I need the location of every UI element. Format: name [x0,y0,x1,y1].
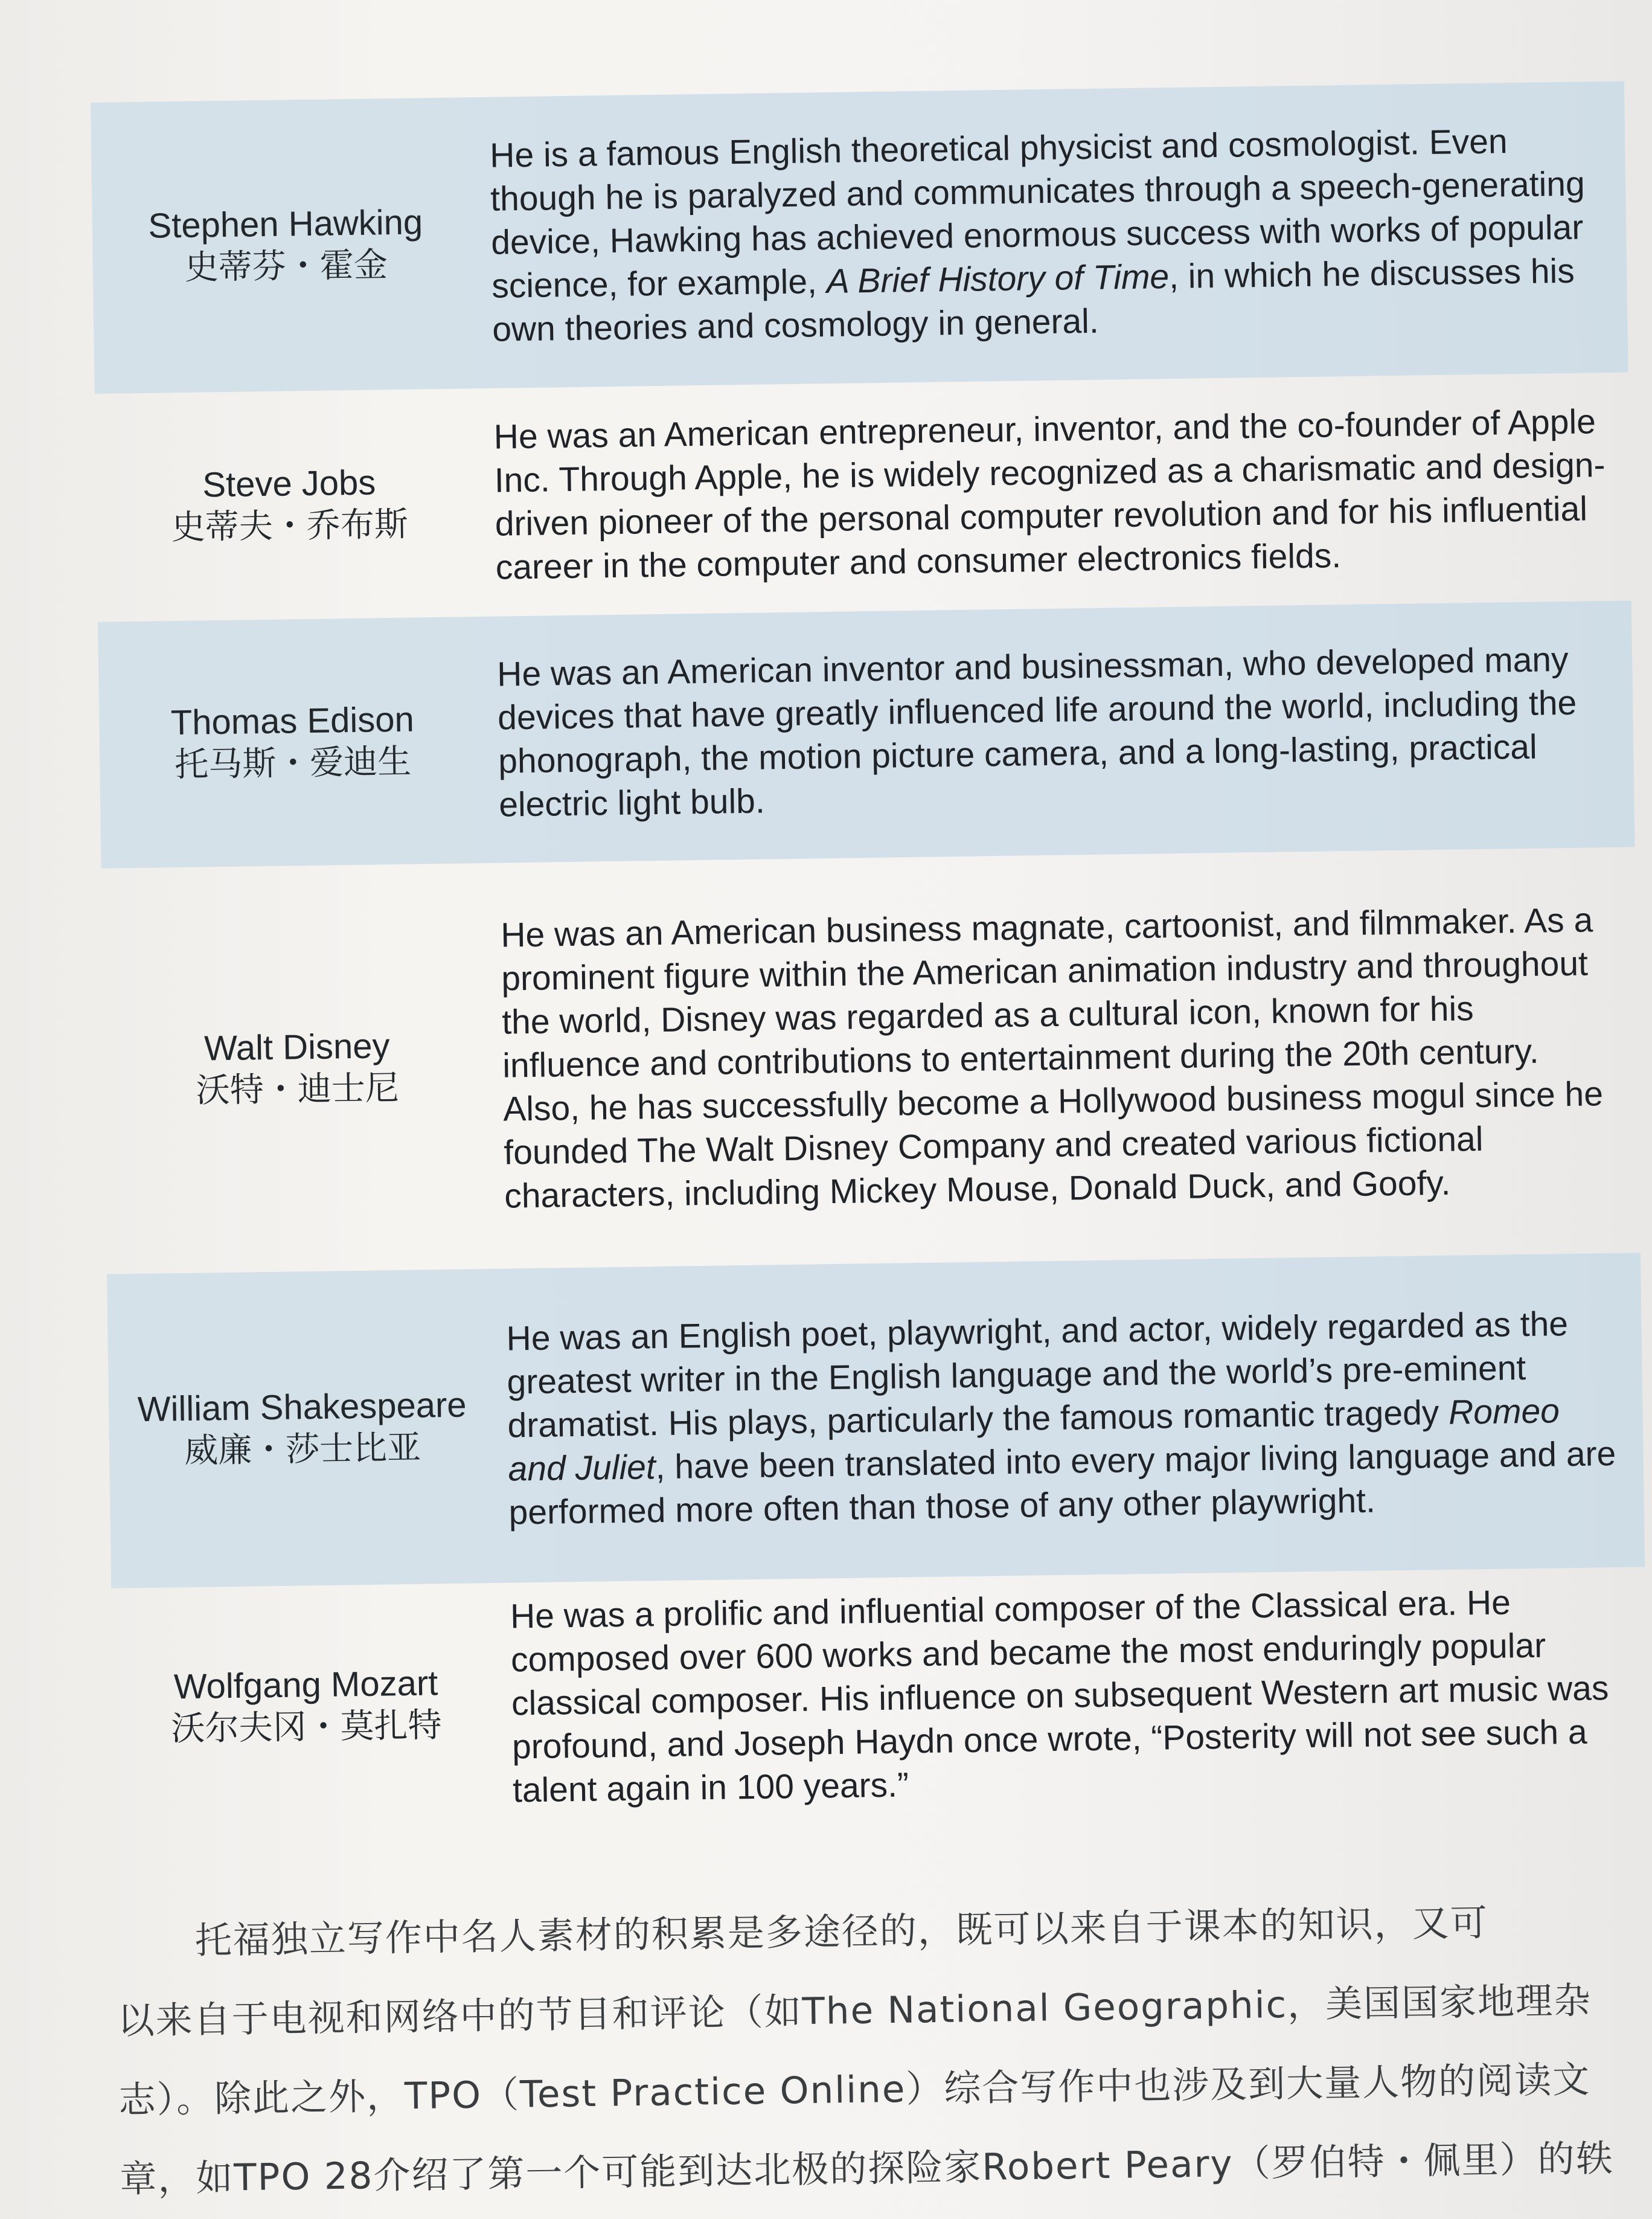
person-description: He was an American inventor and businessman, who developed many devices that have greatly influenced life around the world, including the phonograph, the motion picture camera, and a long-lasting, practical electric light bulb. [496,640,1577,824]
person-name-chinese: 沃尔夫冈・莫扎特 [171,1706,443,1749]
famous-people-table [91,82,1648,1830]
paragraph-line: 志）。除此之外，TPO（Test Practice Online）综合写作中也涉及到大量人物的阅读文 [118,2058,1591,2122]
person-name-chinese: 史蒂夫・乔布斯 [171,504,409,548]
person-description: He was a prolific and influential composer of the Classical era. He composed over 600 works and became the most enduringly popular classical composer. His influence on subsequent Western art music was profound, and Joseph Haydn once wrote, “Posterity will not see such a talent again in 100 years.” [510,1583,1609,1810]
description-text: He is a famous English theoretical physicist and cosmologist. Even though he is paralyzed and communicates through a speech-generating device, Hawking has achieved enormous success with works of popular science, for example, [489,122,1586,306]
person-name-cell [99,698,487,788]
paragraph-line: 以来自于电视和网络中的节目和评论（如The National Geographic，美国国家地理杂 [117,1979,1592,2043]
person-name-cell [103,1024,491,1114]
person-description [494,1301,1644,1534]
person-name-cell [92,201,479,291]
person-name-cell [109,1384,496,1474]
body-paragraph [116,1881,1630,2219]
table-row [95,372,1631,621]
person-name-english: Wolfgang Mozart [173,1663,438,1707]
person-name-chinese: 沃特・迪士尼 [196,1068,400,1111]
table-row [91,82,1628,394]
paragraph-line: 托福独立写作中名人素材的积累是多途径的，既可以来自于课本的知识，又可 [194,1901,1489,1963]
table-row [107,1253,1645,1588]
description-text: , in which he discusses his own theories and cosmology in general. [491,251,1575,349]
description-text: , have been translated into every major living language and are performed more often than those of any other playwright. [508,1434,1616,1532]
person-name-english: Walt Disney [203,1026,390,1068]
play-title: Romeo and Juliet [508,1392,1560,1489]
person-description [478,118,1628,352]
description-text: He was an English poet, playwright, and actor, widely regarded as the greatest writer in the English language and the world’s pre-eminent dramatist. His plays, particularly the famous romantic tragedy [506,1305,1569,1445]
person-description: He was an American business magnate, cartoonist, and filmmaker. As a prominent figure within the American animation industry and throughout the world, Disney was regarded as a cultural icon, known for his influence and contributions to entertainment during the 20th century. Also, he has successfully become a Hollywood business mogul since he founded The Walt Disney Company and created various fictional characters, including Mickey Mouse, Donald Duck, and Goofy. [500,901,1604,1216]
person-name-english: William Shakespeare [137,1385,467,1430]
person-description: He was an American entrepreneur, inventor, and the co-founder of Apple Inc. Through Apple, he is widely recognized as a charismatic and design-driven pioneer of the personal computer revolution and for his influential career in the computer and consumer electronics fields. [493,402,1606,587]
paragraph-line: 章，如TPO 28介绍了第一个可能到达北极的探险家Robert Peary（罗伯特・佩里）的轶 [119,2137,1615,2201]
person-name-english: Steve Jobs [202,463,376,505]
table-row [98,600,1634,868]
person-name-cell [112,1662,500,1752]
table-row [111,1567,1648,1829]
person-name-chinese: 威廉・莎士比亚 [184,1428,421,1471]
person-name-chinese: 史蒂芬・霍金 [184,245,388,287]
person-name-english: Stephen Hawking [148,202,423,246]
book-title: A Brief History of Time [826,257,1170,301]
person-name-cell [95,460,483,550]
table-row [101,847,1641,1274]
person-name-chinese: 托马斯・爱迪生 [174,742,412,785]
person-name-english: Thomas Edison [170,699,415,743]
